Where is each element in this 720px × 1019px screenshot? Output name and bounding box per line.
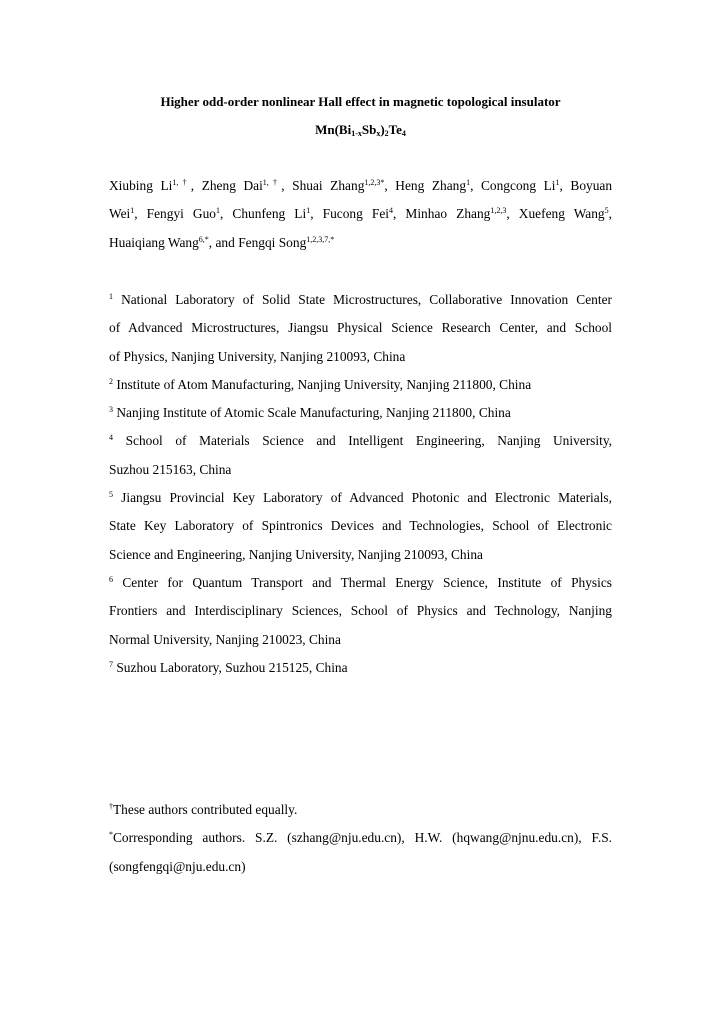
affiliation-text: State Key Laboratory of Spintronics Devices and Technologies, School of Electronic	[109, 518, 612, 534]
title-formula	[109, 116, 612, 144]
affiliation-number: 3	[109, 405, 113, 415]
affiliation-text: Center for Quantum Transport and Thermal Energy Science, Institute of Physics	[122, 574, 612, 590]
formula-part: Sb	[361, 122, 377, 137]
corresponding-note	[109, 824, 612, 852]
author-separator: ,	[220, 206, 233, 222]
author-separator: ,	[559, 178, 571, 193]
author-affiliation-mark: 1,†	[262, 178, 282, 187]
affiliation-text: Jiangsu Provincial Key Laboratory of Advanced Photonic and Electronic Materials,	[121, 490, 612, 506]
author-affiliation-mark: 1	[130, 206, 135, 216]
affiliation-number: 2	[109, 376, 113, 386]
author-list	[109, 172, 612, 257]
affiliation-line	[109, 371, 612, 399]
formula-part: Mn(Bi	[315, 122, 352, 137]
affiliation-line	[109, 286, 612, 314]
author-line	[109, 172, 612, 200]
affiliation-text: Nanjing Institute of Atomic Scale Manufacturing, Nanjing 211800, China	[116, 405, 511, 421]
title-line-1: Higher odd-order nonlinear Hall effect in magnetic topological insulator	[160, 94, 561, 109]
author-name: Zheng Dai	[201, 178, 263, 193]
author-name: Fengqi Song	[238, 234, 307, 250]
author-separator: ,	[506, 206, 519, 222]
affiliation-number: 5	[109, 490, 113, 500]
author-name: Xiubing Li	[109, 178, 173, 193]
affiliation-number: 7	[109, 659, 113, 669]
author-name: Minhao Zhang	[405, 206, 491, 222]
author-separator: ,	[310, 206, 323, 222]
asterisk-mark: *	[109, 830, 113, 840]
author-separator: ,	[393, 206, 406, 222]
formula-subscript: x	[376, 129, 381, 138]
affiliation-text: Institute of Atom Manufacturing, Nanjing University, Nanjing 211800, China	[116, 376, 532, 392]
author-affiliation-mark: 1,2,3,7,*	[306, 234, 335, 244]
affiliation-text: Science and Engineering, Nanjing University, Nanjing 210093, China	[109, 546, 483, 562]
affiliation-line	[109, 314, 612, 342]
affiliation-line	[109, 456, 612, 484]
author-name: Xuefeng Wang	[518, 206, 605, 222]
author-name: Shuai Zhang	[292, 178, 365, 193]
author-affiliation-mark: 1	[216, 206, 220, 216]
formula-subscript: 2	[384, 129, 389, 138]
affiliation-line	[109, 343, 612, 371]
affiliation-number: 4	[109, 433, 113, 443]
affiliation-text: School of Materials Science and Intelligent Engineering, Nanjing University,	[125, 433, 612, 449]
author-affiliation-mark: 1	[306, 206, 311, 216]
affiliation-line	[109, 399, 612, 427]
author-line	[109, 229, 612, 257]
formula-subscript: 4	[401, 129, 406, 138]
author-separator: ,	[134, 206, 147, 222]
author-line	[109, 200, 612, 228]
equal-contribution-note	[109, 796, 612, 824]
affiliation-line	[109, 569, 612, 597]
affiliation-number: 6	[109, 574, 113, 584]
affiliation-line	[109, 654, 612, 682]
author-name: Congcong Li	[480, 178, 556, 193]
affiliation-number: 1	[109, 292, 113, 301]
author-separator: ,	[470, 178, 481, 193]
author-affiliation-mark: 1,†	[172, 178, 191, 187]
formula-part: )	[380, 122, 385, 137]
author-affiliation-mark: 4	[389, 206, 393, 216]
affiliation-text: Suzhou 215163, China	[109, 461, 232, 477]
author-separator: ,	[281, 178, 293, 193]
affiliation-text: Frontiers and Interdisciplinary Sciences, School of Physics and Technology, Nanjing	[109, 603, 612, 619]
author-separator: ,	[608, 206, 612, 222]
author-affiliation-mark: 1,2,3*	[364, 178, 385, 187]
formula-part: Te	[388, 122, 402, 137]
corresponding-text: Corresponding authors. S.Z. (szhang@nju.edu.cn), H.W. (hqwang@njnu.edu.cn), F.S.	[113, 830, 612, 846]
corresponding-note-cont: (songfengqi@nju.edu.cn)	[109, 858, 246, 874]
formula-subscript: 1-x	[351, 129, 362, 138]
affiliation-list	[109, 286, 612, 682]
author-name: Fengyi Guo	[146, 206, 216, 222]
footnotes	[109, 796, 612, 881]
affiliation-line	[109, 427, 612, 455]
affiliation-text: of Physics, Nanjing University, Nanjing 210093, China	[109, 348, 406, 364]
author-name: Wei	[109, 206, 131, 222]
author-separator: ,	[190, 178, 202, 193]
affiliation-text: Suzhou Laboratory, Suzhou 215125, China	[116, 659, 348, 675]
author-name: Chunfeng Li	[232, 206, 307, 222]
affiliation-text: of Advanced Microstructures, Jiangsu Physical Science Research Center, and School	[109, 320, 612, 336]
author-affiliation-mark: 5	[604, 206, 609, 216]
affiliation-line	[109, 512, 612, 540]
affiliation-text: Normal University, Nanjing 210023, China	[109, 631, 341, 647]
dagger-mark: †	[109, 802, 113, 811]
author-name: Huaiqiang Wang	[109, 234, 199, 250]
affiliation-line	[109, 541, 612, 569]
author-affiliation-mark: 1,2,3	[490, 206, 507, 216]
equal-contribution-text: These authors contributed equally.	[113, 802, 298, 817]
author-name: Heng Zhang	[395, 178, 467, 193]
affiliation-line	[109, 626, 612, 654]
author-name: Fucong Fei	[322, 206, 389, 222]
affiliation-line	[109, 484, 612, 512]
author-separator: , and	[208, 234, 239, 250]
author-affiliation-mark: 1	[555, 178, 560, 187]
author-separator: ,	[384, 178, 396, 193]
affiliation-text: National Laboratory of Solid State Microstructures, Collaborative Innovation Center	[121, 292, 612, 307]
author-name: Boyuan	[570, 178, 613, 193]
author-affiliation-mark: 6,*	[198, 234, 209, 244]
author-affiliation-mark: 1	[466, 178, 471, 187]
affiliation-line	[109, 597, 612, 625]
